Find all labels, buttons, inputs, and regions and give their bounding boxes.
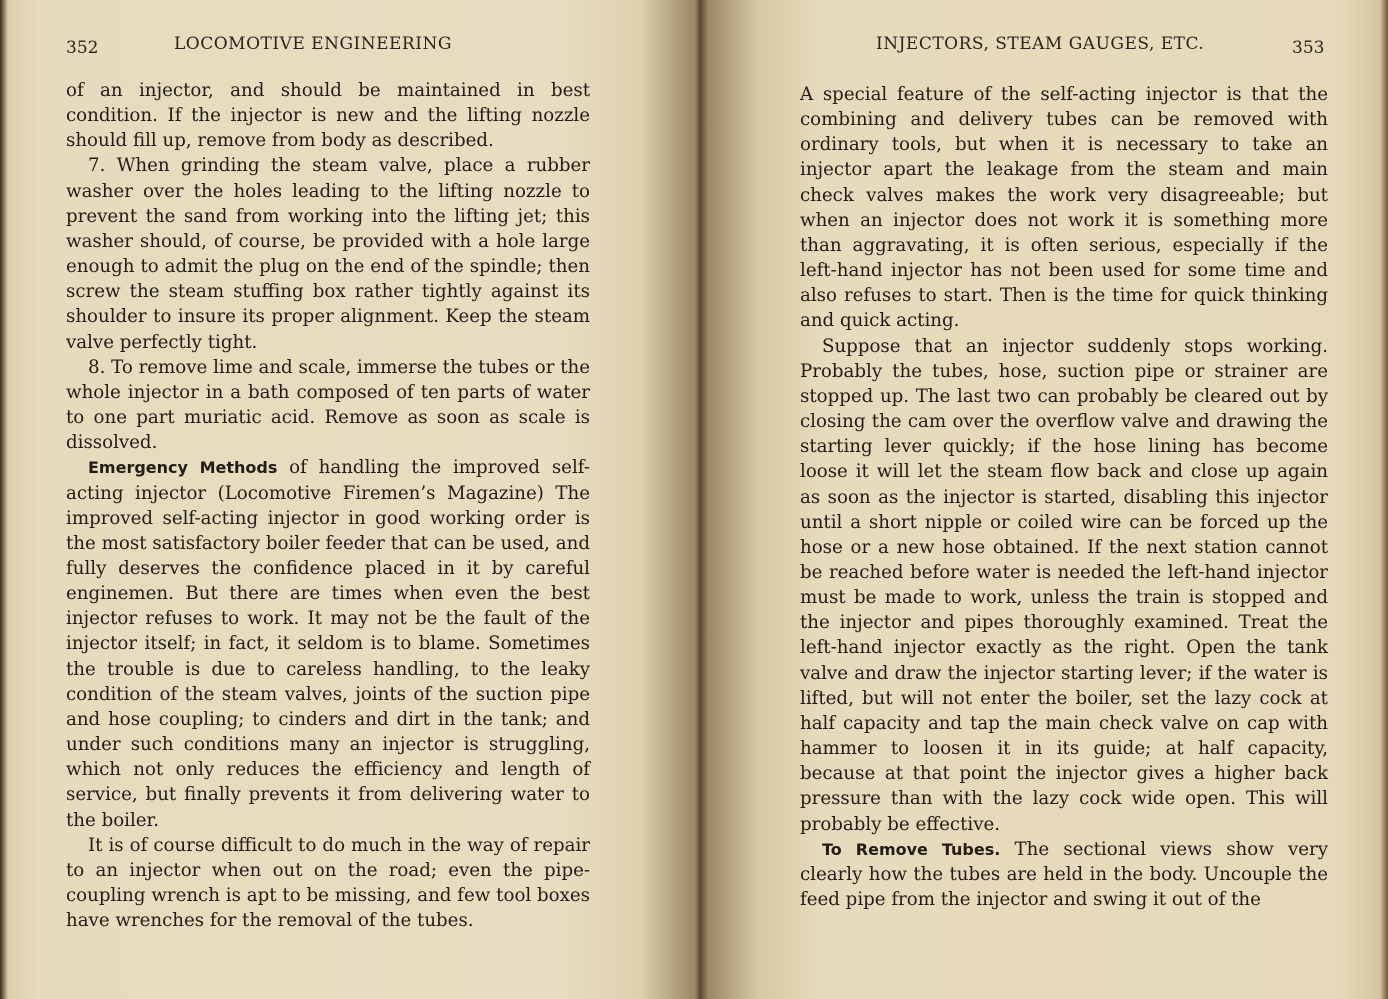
remove-tubes-heading: To Remove Tubes.	[822, 839, 1001, 859]
right-text-column	[800, 82, 1328, 912]
left-page-number: 352	[66, 38, 99, 58]
emergency-methods-heading: Emergency Methods	[88, 458, 278, 478]
emergency-methods-paragraph	[66, 455, 590, 832]
right-running-head: INJECTORS, STEAM GAUGES, ETC.	[876, 34, 1205, 54]
left-paragraph-7: 7. When grinding the steam valve, place a rubber washer over the holes leading to the lifting nozzle to prevent the sand from working into the lifting jet; this washer should, of course, be provided with a hole large enough to admit the plug on the end of the spindle; then screw the steam stuffing box rather tightly against its shoulder to insure its proper alignment. Keep the steam valve perfectly tight.	[66, 155, 590, 353]
right-page	[700, 0, 1388, 999]
remove-tubes-text: The sectional views show very clearly how the tubes are held in the body. Uncouple the feed pipe from the injector and swing it out of the	[800, 838, 1328, 910]
left-running-head: LOCOMOTIVE ENGINEERING	[174, 34, 452, 54]
left-last-paragraph: It is of course difficult to do much in the way of repair to an injector when out on the road; even the pipe-coupling wrench is apt to be missing, and few tool boxes have wrenches for the removal of the tubes.	[66, 834, 590, 932]
remove-tubes-paragraph	[800, 837, 1328, 912]
right-paragraph-1: A special feature of the self-acting injector is that the combining and delivery tubes can be removed with ordinary tools, but when it is necessary to take an injector apart the leakage from the steam and main check valves makes the work very disagreeable; but when an injector does not work it is something more than aggravating, it is often serious, especially if the left-hand injector has not been used for some time and also refuses to start. Then is the time for quick thinking and quick acting.	[800, 84, 1328, 332]
right-paragraph-2: Suppose that an injector suddenly stops working. Probably the tubes, hose, suction pipe or strainer are stopped up. The last two can probably be cleared out by closing the cam over the overflow valve and drawing the starting lever quickly; if the hose lining has become loose it will let the steam flow back and close up again as soon as the injector is started, disabling this injector until a short nipple or coiled wire can be forced up the hose or a new hose obtained. If the next station cannot be reached before water is needed the left-hand injector must be made to work, unless the train is stopped and the injector and pipes thoroughly examined. Treat the left-hand injector exactly as the right. Open the tank valve and draw the injector starting lever; if the water is lifted, but will not enter the boiler, set the lazy cock at half capacity and tap the main check valve on cap with hammer to loosen it in its guide; at half capacity, because at that point the injector gives a higher back pressure than with the lazy cock wide open. This will probably be effective.	[800, 335, 1328, 835]
left-text-column	[66, 78, 590, 933]
emergency-methods-text: of handling the improved self-acting injector (Locomotive Firemen’s Magazine) The improved self-acting injector in good working order is the most satisfactory boiler feeder that can be used, and fully deserves the confidence placed in it by careful enginemen. But there are times when even the best injector refuses to work. It may not be the fault of the injector itself; in fact, it seldom is to blame. Sometimes the trouble is due to careless handling, to the leaky condition of the steam valves, joints of the suction pipe and hose coupling; to cinders and dirt in the tank; and under such conditions many an injector is struggling, which not only reduces the efficiency and length of service, but finally prevents it from delivering water to the boiler.	[66, 457, 590, 831]
left-paragraph-8: 8. To remove lime and scale, immerse the tubes or the whole injector in a bath composed of ten parts of water to one part muriatic acid. Remove as soon as scale is dissolved.	[66, 356, 590, 454]
right-page-number: 353	[1292, 38, 1325, 58]
left-paragraph-1: of an injector, and should be maintained in best condition. If the injector is new and the lifting nozzle should fill up, remove from body as described.	[66, 80, 590, 152]
